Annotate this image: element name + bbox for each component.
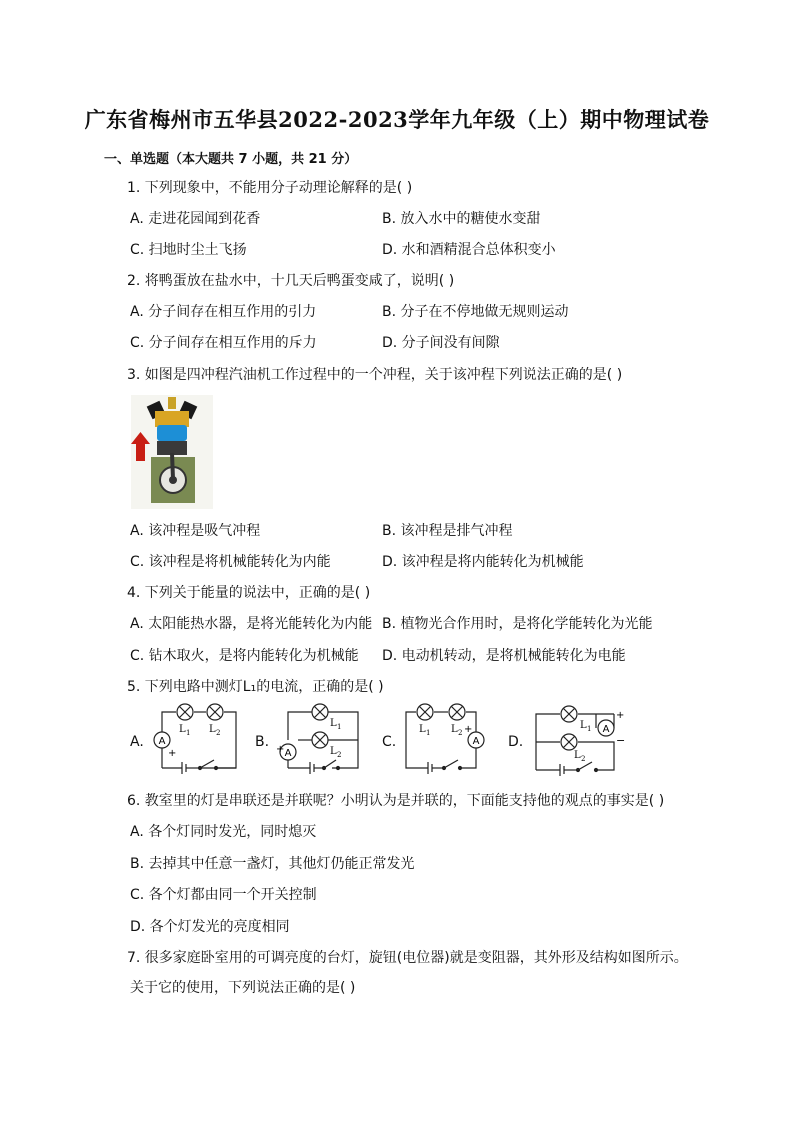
svg-text:A: A — [472, 736, 480, 747]
question-2-option-c[interactable]: C. 分子间存在相互作用的斥力 — [130, 335, 317, 351]
svg-text:L: L — [330, 746, 337, 757]
svg-text:A: A — [602, 724, 610, 735]
question-3-option-d[interactable]: D. 该冲程是将内能转化为机械能 — [382, 554, 584, 570]
svg-text:1: 1 — [426, 729, 431, 737]
svg-text:2: 2 — [581, 755, 586, 763]
question-3-option-b[interactable]: B. 该冲程是排气冲程 — [382, 523, 513, 539]
svg-text:L: L — [451, 724, 458, 735]
question-4-stem: 4. 下列关于能量的说法中，正确的是( ) — [127, 585, 371, 601]
page-title: 广东省梅州市五华县2022-2023学年九年级（上）期中物理试卷 — [84, 107, 710, 132]
svg-text:L: L — [580, 720, 587, 731]
lamp-icon — [177, 704, 193, 720]
svg-text:1: 1 — [587, 725, 592, 733]
question-4-option-c[interactable]: C. 钻木取火，是将内能转化为机械能 — [130, 648, 359, 664]
question-4-option-d[interactable]: D. 电动机转动，是将机械能转化为电能 — [382, 648, 626, 664]
question-3-option-a[interactable]: A. 该冲程是吸气冲程 — [130, 523, 261, 539]
engine-figure — [131, 395, 213, 509]
svg-text:A: A — [284, 748, 292, 759]
lamp-icon — [207, 704, 223, 720]
combustion-chamber — [157, 425, 187, 441]
lamp-icon — [312, 704, 328, 720]
svg-text:2: 2 — [337, 751, 342, 759]
question-7-stem-continued: 关于它的使用，下列说法正确的是( ) — [130, 980, 356, 996]
question-7-stem: 7. 很多家庭卧室用的可调亮度的台灯，旋钮(电位器)就是变阻器，其外形及结构如图所示。 — [127, 950, 688, 966]
circuit-a-diagram — [150, 702, 240, 774]
lamp-icon — [417, 704, 433, 720]
svg-text:L: L — [419, 724, 426, 735]
spark-plug — [168, 397, 176, 409]
connecting-rod — [172, 453, 173, 479]
cylinder-head — [155, 411, 189, 427]
question-2-stem: 2. 将鸭蛋放在盐水中，十几天后鸭蛋变咸了，说明( ) — [127, 273, 455, 289]
question-5-option-c[interactable]: C. — [382, 734, 397, 750]
svg-text:1: 1 — [337, 723, 342, 731]
lamp-l2-label: L — [209, 724, 216, 735]
question-2-option-a[interactable]: A. 分子间存在相互作用的引力 — [130, 304, 317, 320]
question-6-option-a[interactable]: A. 各个灯同时发光，同时熄灭 — [130, 824, 317, 840]
lamp-icon — [561, 706, 577, 722]
svg-text:L: L — [574, 750, 581, 761]
question-6-option-c[interactable]: C. 各个灯都由同一个开关控制 — [130, 887, 317, 903]
question-5-stem: 5. 下列电路中测灯L₁的电流，正确的是( ) — [127, 679, 384, 695]
piston — [157, 441, 187, 455]
svg-text:+: + — [276, 744, 285, 755]
question-2-option-d[interactable]: D. 分子间没有间隙 — [382, 335, 500, 351]
plus-label: + — [168, 748, 177, 759]
question-4-option-b[interactable]: B. 植物光合作用时，是将化学能转化为光能 — [382, 616, 653, 632]
switch-icon — [443, 760, 462, 770]
question-6-option-b[interactable]: B. 去掉其中任意一盏灯，其他灯仍能正常发光 — [130, 856, 415, 872]
section-heading: 一、单选题（本大题共 7 小题，共 21 分） — [104, 152, 358, 167]
question-1-option-a[interactable]: A. 走进花园闻到花香 — [130, 211, 261, 227]
switch-icon — [323, 760, 340, 770]
svg-text:2: 2 — [458, 729, 463, 737]
minus-label: − — [616, 734, 626, 747]
circuit-b-diagram — [272, 702, 368, 774]
lamp-l1-label: L — [179, 724, 186, 735]
svg-text:2: 2 — [216, 729, 221, 737]
question-1-option-c[interactable]: C. 扫地时尘土飞扬 — [130, 242, 247, 258]
question-5-option-b[interactable]: B. — [255, 734, 270, 750]
question-6-stem: 6. 教室里的灯是串联还是并联呢？小明认为是并联的，下面能支持他的观点的事实是( ) — [127, 793, 665, 809]
circuit-d-diagram — [528, 700, 628, 776]
question-1-option-d[interactable]: D. 水和酒精混合总体积变小 — [382, 242, 556, 258]
question-3-stem: 3. 如图是四冲程汽油机工作过程中的一个冲程，关于该冲程下列说法正确的是( ) — [127, 367, 623, 383]
question-2-option-b[interactable]: B. 分子在不停地做无规则运动 — [382, 304, 569, 320]
question-1-stem: 1. 下列现象中，不能用分子动理论解释的是( ) — [127, 180, 413, 196]
lamp-icon — [449, 704, 465, 720]
question-5-option-d[interactable]: D. — [508, 734, 524, 750]
question-6-option-d[interactable]: D. 各个灯发光的亮度相同 — [130, 919, 290, 935]
lamp-icon — [312, 732, 328, 748]
svg-text:L: L — [330, 718, 337, 729]
svg-text:1: 1 — [186, 729, 191, 737]
circuit-c-diagram — [400, 702, 490, 774]
question-5-option-a[interactable]: A. — [130, 734, 144, 750]
question-3-option-c[interactable]: C. 该冲程是将机械能转化为内能 — [130, 554, 331, 570]
svg-text:+: + — [616, 710, 625, 721]
svg-text:+: + — [464, 724, 473, 735]
switch-icon — [577, 762, 598, 772]
question-4-option-a[interactable]: A. 太阳能热水器，是将光能转化为内能 — [130, 616, 373, 632]
ammeter-label: A — [158, 736, 166, 747]
question-1-option-b[interactable]: B. 放入水中的糖使水变甜 — [382, 211, 541, 227]
lamp-icon — [561, 734, 577, 750]
